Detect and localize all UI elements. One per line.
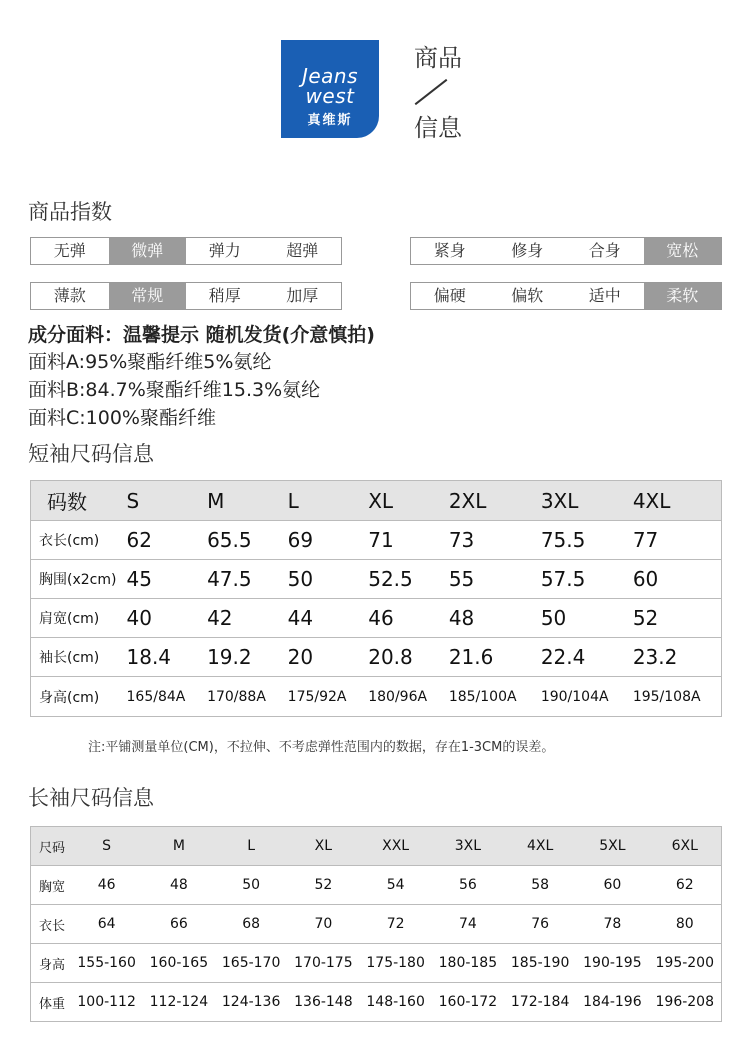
long-sleeve-size-table bbox=[30, 826, 722, 1022]
table-cell: 195/108A bbox=[629, 677, 722, 717]
fabric-b: 面料B:84.7%聚酯纤维15.3%氨纶 bbox=[28, 379, 321, 401]
table-cell: 170/88A bbox=[203, 677, 284, 717]
table-row bbox=[31, 983, 722, 1022]
elasticity-bar bbox=[30, 237, 342, 265]
table-cell: 19.2 bbox=[203, 638, 284, 677]
table-cell: 62 bbox=[123, 521, 204, 560]
table-cell: XL bbox=[364, 481, 445, 521]
table-cell: L bbox=[215, 827, 287, 866]
table-cell: 52 bbox=[629, 599, 722, 638]
table-row bbox=[31, 560, 722, 599]
row-label: 肩宽(cm) bbox=[31, 599, 123, 638]
row-label: 身高(cm) bbox=[31, 677, 123, 717]
table-cell: 22.4 bbox=[537, 638, 629, 677]
row-label: 袖长(cm) bbox=[31, 638, 123, 677]
table-cell: 112-124 bbox=[143, 983, 215, 1022]
table-cell: 80 bbox=[649, 905, 722, 944]
table-cell: 46 bbox=[71, 866, 143, 905]
table-cell: 50 bbox=[215, 866, 287, 905]
softness-option: 柔软 bbox=[644, 283, 722, 309]
table-cell: 20 bbox=[284, 638, 365, 677]
elasticity-option: 无弹 bbox=[53, 241, 86, 260]
table-cell: 69 bbox=[284, 521, 365, 560]
table-row bbox=[31, 599, 722, 638]
logo-text-line1: Jeans bbox=[301, 64, 359, 88]
table-cell: 165-170 bbox=[215, 944, 287, 983]
fit-bar bbox=[410, 237, 722, 265]
table-cell: 40 bbox=[123, 599, 204, 638]
table-cell: 148-160 bbox=[360, 983, 432, 1022]
table-row bbox=[31, 866, 722, 905]
table-cell: 184-196 bbox=[576, 983, 648, 1022]
table-cell: 44 bbox=[284, 599, 365, 638]
elasticity-option: 弹力 bbox=[208, 241, 241, 260]
table-cell: 56 bbox=[432, 866, 504, 905]
thickness-option: 薄款 bbox=[53, 286, 86, 305]
table-cell: 2XL bbox=[445, 481, 537, 521]
short-sleeve-title: 短袖尺码信息 bbox=[28, 442, 154, 466]
table-cell: M bbox=[203, 481, 284, 521]
table-cell: 20.8 bbox=[364, 638, 445, 677]
table-cell: 68 bbox=[215, 905, 287, 944]
fit-option: 紧身 bbox=[433, 241, 466, 260]
table-cell: 78 bbox=[576, 905, 648, 944]
header-divider-slash bbox=[415, 79, 448, 105]
table-cell: 73 bbox=[445, 521, 537, 560]
table-cell: 160-172 bbox=[432, 983, 504, 1022]
table-cell: S bbox=[71, 827, 143, 866]
table-cell: 55 bbox=[445, 560, 537, 599]
table-cell: 180-185 bbox=[432, 944, 504, 983]
table-cell: 3XL bbox=[432, 827, 504, 866]
table-cell: 4XL bbox=[629, 481, 722, 521]
table-cell: 52 bbox=[287, 866, 359, 905]
thickness-option: 稍厚 bbox=[208, 286, 241, 305]
table-cell: 48 bbox=[445, 599, 537, 638]
table-cell: 170-175 bbox=[287, 944, 359, 983]
fit-option: 宽松 bbox=[644, 238, 722, 264]
table-cell: 180/96A bbox=[364, 677, 445, 717]
table-row bbox=[31, 677, 722, 717]
table-cell: 58 bbox=[504, 866, 576, 905]
table-cell: 100-112 bbox=[71, 983, 143, 1022]
table-cell: 3XL bbox=[537, 481, 629, 521]
table-cell: 77 bbox=[629, 521, 722, 560]
table-cell: 195-200 bbox=[649, 944, 722, 983]
thickness-option: 加厚 bbox=[286, 286, 319, 305]
table-cell: 46 bbox=[364, 599, 445, 638]
elasticity-option: 微弹 bbox=[109, 238, 187, 264]
table-cell: 60 bbox=[576, 866, 648, 905]
table-cell: 136-148 bbox=[287, 983, 359, 1022]
table-cell: 42 bbox=[203, 599, 284, 638]
table-cell: 70 bbox=[287, 905, 359, 944]
table-cell: M bbox=[143, 827, 215, 866]
table-cell: 62 bbox=[649, 866, 722, 905]
table-cell: 50 bbox=[284, 560, 365, 599]
short-sleeve-size-table bbox=[30, 480, 722, 717]
table-cell: 18.4 bbox=[123, 638, 204, 677]
row-label: 胸宽 bbox=[31, 866, 71, 905]
table-cell: 190/104A bbox=[537, 677, 629, 717]
table-cell: 124-136 bbox=[215, 983, 287, 1022]
table-cell: 196-208 bbox=[649, 983, 722, 1022]
table-cell: 175-180 bbox=[360, 944, 432, 983]
table-header-row bbox=[31, 481, 722, 521]
header-title-top: 商品 bbox=[414, 44, 462, 72]
table-cell: 76 bbox=[504, 905, 576, 944]
composition-title: 成分面料：温馨提示 随机发货(介意慎拍) bbox=[28, 324, 375, 346]
logo-text-cn: 真维斯 bbox=[307, 113, 353, 128]
elasticity-option: 超弹 bbox=[286, 241, 319, 260]
logo-text-line2: west bbox=[305, 84, 355, 108]
table-cell: 23.2 bbox=[629, 638, 722, 677]
softness-option: 偏软 bbox=[511, 286, 544, 305]
fabric-c: 面料C:100%聚酯纤维 bbox=[28, 407, 216, 429]
table-cell: 190-195 bbox=[576, 944, 648, 983]
table-cell: 54 bbox=[360, 866, 432, 905]
table-cell: 66 bbox=[143, 905, 215, 944]
table-cell: 21.6 bbox=[445, 638, 537, 677]
table-cell: 60 bbox=[629, 560, 722, 599]
table-cell: 72 bbox=[360, 905, 432, 944]
row-label: 身高 bbox=[31, 944, 71, 983]
table-row bbox=[31, 944, 722, 983]
table-row bbox=[31, 638, 722, 677]
table-cell: 175/92A bbox=[284, 677, 365, 717]
thickness-bar bbox=[30, 282, 342, 310]
table-cell: 5XL bbox=[576, 827, 648, 866]
table-cell: 6XL bbox=[649, 827, 722, 866]
row-label: 体重 bbox=[31, 983, 71, 1022]
softness-bar bbox=[410, 282, 722, 310]
row-label: 衣长(cm) bbox=[31, 521, 123, 560]
table-cell: 4XL bbox=[504, 827, 576, 866]
table-cell: 185/100A bbox=[445, 677, 537, 717]
table-cell: 47.5 bbox=[203, 560, 284, 599]
measurement-note: 注:平铺测量单位(CM)，不拉伸、不考虑弹性范围内的数据，存在1-3CM的误差。 bbox=[88, 740, 555, 755]
table-cell: 50 bbox=[537, 599, 629, 638]
table-cell: 45 bbox=[123, 560, 204, 599]
table-cell: 185-190 bbox=[504, 944, 576, 983]
table-cell: 48 bbox=[143, 866, 215, 905]
table-cell: L bbox=[284, 481, 365, 521]
row-label: 尺码 bbox=[31, 827, 71, 866]
thickness-option: 常规 bbox=[109, 283, 187, 309]
index-title: 商品指数 bbox=[28, 200, 112, 224]
row-label: 衣长 bbox=[31, 905, 71, 944]
row-label: 码数 bbox=[31, 481, 123, 521]
table-cell: 65.5 bbox=[203, 521, 284, 560]
table-cell: 71 bbox=[364, 521, 445, 560]
long-sleeve-title: 长袖尺码信息 bbox=[28, 786, 154, 810]
header-title-bottom: 信息 bbox=[414, 114, 462, 142]
brand-logo bbox=[281, 40, 379, 138]
table-cell: 75.5 bbox=[537, 521, 629, 560]
softness-option: 适中 bbox=[588, 286, 621, 305]
table-cell: 52.5 bbox=[364, 560, 445, 599]
fit-option: 合身 bbox=[588, 241, 621, 260]
table-cell: 57.5 bbox=[537, 560, 629, 599]
table-cell: XXL bbox=[360, 827, 432, 866]
table-cell: 155-160 bbox=[71, 944, 143, 983]
row-label: 胸围(x2cm) bbox=[31, 560, 123, 599]
table-row bbox=[31, 521, 722, 560]
softness-option: 偏硬 bbox=[433, 286, 466, 305]
table-cell: 165/84A bbox=[123, 677, 204, 717]
table-cell: XL bbox=[287, 827, 359, 866]
table-cell: 172-184 bbox=[504, 983, 576, 1022]
table-cell: 74 bbox=[432, 905, 504, 944]
fabric-a: 面料A:95%聚酯纤维5%氨纶 bbox=[28, 351, 272, 373]
table-cell: 160-165 bbox=[143, 944, 215, 983]
table-cell: S bbox=[123, 481, 204, 521]
table-row bbox=[31, 905, 722, 944]
fit-option: 修身 bbox=[511, 241, 544, 260]
table-header-row bbox=[31, 827, 722, 866]
table-cell: 64 bbox=[71, 905, 143, 944]
